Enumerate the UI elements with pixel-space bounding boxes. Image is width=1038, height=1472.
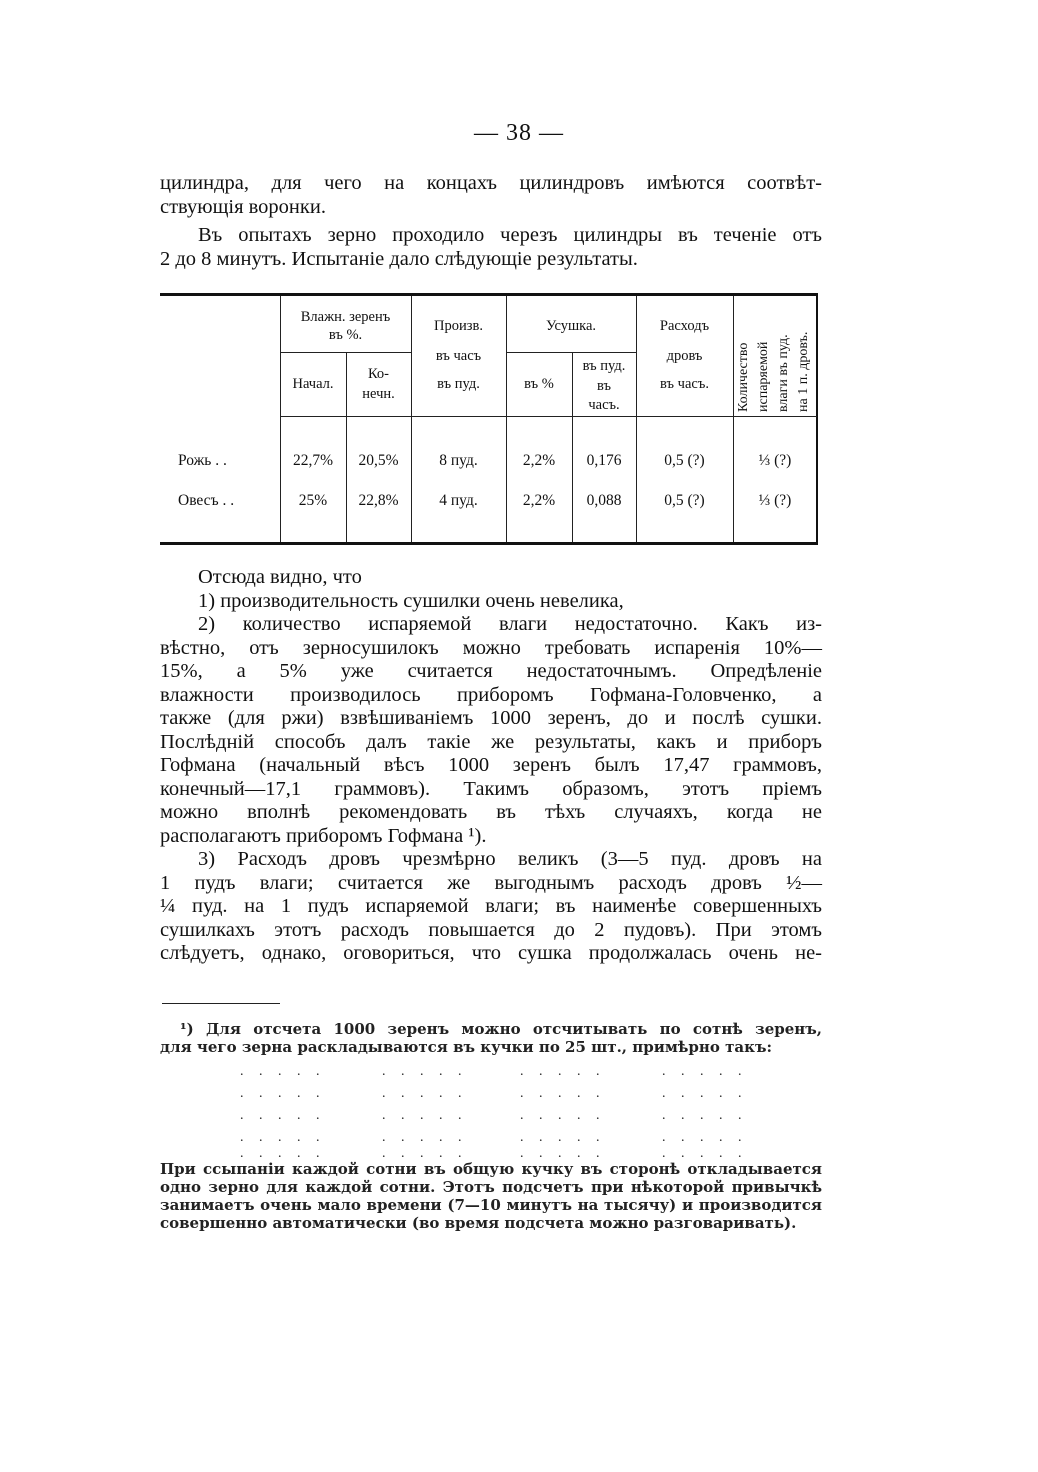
dot-row: . . . . .	[520, 1146, 606, 1161]
header-evaporation: Количество	[736, 342, 751, 412]
table-divider	[280, 416, 817, 417]
text-line: 2 до 8 минутъ. Испытаніе дало слѣдующіе результаты.	[160, 247, 638, 270]
text-line: цилиндра, для чего на концахъ цилиндровъ имѣются соотвѣт-	[160, 172, 822, 194]
header-shrink-pud: въ пуд.	[582, 358, 626, 374]
text-line: располагаютъ приборомъ Гофмана ¹).	[160, 824, 487, 847]
dot-row: . . . . .	[520, 1064, 606, 1079]
dot-row: . . . . .	[382, 1146, 468, 1161]
header-evaporation: на 1 п. дровъ.	[796, 331, 811, 412]
row-wood: 0,5 (?)	[664, 492, 705, 509]
intro-paragraph	[160, 172, 822, 219]
header-evaporation: влаги въ пуд.	[776, 334, 791, 412]
dot-row: . . . . .	[520, 1086, 606, 1101]
text-line: 3) Расходъ дровъ чрезмѣрно великъ (3—5 пуд. дровъ на	[198, 848, 822, 870]
dot-row: . . . . .	[382, 1064, 468, 1079]
dot-row: . . . . .	[520, 1130, 606, 1145]
table-bottom-rule	[160, 542, 817, 545]
row-end: 22,8%	[358, 492, 399, 509]
dot-row: . . . . .	[382, 1130, 468, 1145]
row-wood: 0,5 (?)	[664, 452, 705, 469]
conclusion-paragraph	[160, 566, 822, 966]
dot-row: . . . . .	[520, 1108, 606, 1123]
row-shrink-pud: 0,088	[586, 492, 622, 509]
footnote-line: При ссыпаніи каждой сотни въ общую кучку въ сторонѣ откладывается	[160, 1160, 822, 1178]
footnote-line: одно зерно для каждой сотни. Этотъ подсчетъ при нѣкоторой привычкѣ	[160, 1178, 822, 1196]
table-divider	[506, 352, 636, 353]
header-end: Ко-	[367, 366, 390, 382]
experiments-paragraph	[160, 224, 822, 271]
header-moisture-unit: въ %.	[328, 327, 363, 343]
dot-row: . . . . .	[240, 1130, 326, 1145]
dot-row: . . . . .	[240, 1146, 326, 1161]
header-shrink-pct: въ %	[524, 376, 554, 392]
dot-row: . . . . .	[662, 1130, 748, 1145]
footnote-outro	[160, 1160, 822, 1232]
dot-row: . . . . .	[240, 1064, 326, 1079]
row-shrink-pct: 2,2%	[522, 492, 556, 509]
text-line: вѣстно, отъ зерносушилокъ можно требовать испаренія 10%—	[160, 636, 822, 659]
row-productivity: 8 пуд.	[439, 452, 478, 469]
row-productivity: 4 пуд.	[439, 492, 478, 509]
dot-row: . . . . .	[662, 1146, 748, 1161]
text-line: 15%, а 5% уже считается недостаточнымъ. Опредѣленіе	[160, 660, 822, 682]
header-moisture: Влажн. зеренъ	[300, 309, 391, 325]
text-line: ¼ пуд. на 1 пудъ испаряемой влаги; въ наименѣе совершенныхъ	[160, 895, 822, 917]
dot-row: . . . . .	[662, 1108, 748, 1123]
dot-row: . . . . .	[240, 1108, 326, 1123]
header-start: Начал.	[292, 376, 334, 392]
header-evaporation: испаряемой	[756, 341, 771, 412]
header-wood: дровъ	[666, 348, 703, 364]
text-line: 2) количество испаряемой влаги недостаточно. Какъ из-	[198, 613, 822, 635]
row-evaporation: ⅓ (?)	[758, 492, 792, 509]
dot-row: . . . . .	[662, 1064, 748, 1079]
header-shrinkage: Усушка.	[545, 318, 597, 334]
page-number: — 38 —	[474, 120, 564, 146]
text-line: Послѣдній способъ далъ такіе же результаты, какъ и приборъ	[160, 730, 822, 753]
text-line: 1) производительность сушилки очень невелика,	[198, 589, 624, 612]
header-wood: въ часъ.	[660, 376, 709, 392]
row-evaporation: ⅓ (?)	[758, 452, 792, 469]
row-grain: Овесъ . .	[178, 492, 235, 509]
row-grain: Рожь . .	[178, 452, 227, 469]
text-line: влажности производилось приборомъ Гофмана-Головченко, а	[160, 683, 822, 706]
text-line: Въ опытахъ зерно проходило черезъ цилиндры въ теченіе отъ	[198, 224, 822, 246]
text-line: ствующія воронки.	[160, 195, 326, 218]
text-line: также (для ржи) взвѣшиваніемъ 1000 зеренъ, до и послѣ сушки.	[160, 707, 822, 729]
row-shrink-pct: 2,2%	[522, 452, 556, 469]
footnote-line: совершенно автоматически (во время подсчета можно разговаривать).	[160, 1214, 797, 1232]
row-start: 22,7%	[292, 452, 334, 469]
text-line: Гофмана (начальный вѣсъ 1000 зеренъ былъ 17,47 граммовъ,	[160, 754, 822, 776]
table-divider	[280, 352, 411, 353]
header-productivity: въ часъ	[435, 348, 482, 364]
text-line: сушилкахъ этотъ расходъ повышается до 2 пудовъ). При этомъ	[160, 918, 822, 941]
header-end: нечн.	[362, 386, 395, 402]
footnote-rule	[162, 1003, 280, 1004]
text-line: конечный—17,1 граммовъ). Такимъ образомъ, этотъ пріемъ	[160, 777, 822, 800]
footnote-line: занимаетъ очень мало времени (7—10 минутъ на тысячу) и производится	[160, 1196, 822, 1214]
row-shrink-pud: 0,176	[586, 452, 622, 469]
header-shrink-pud: въ	[597, 378, 611, 394]
text-line: слѣдуетъ, однако, оговориться, что сушка продолжалась очень не-	[160, 942, 822, 964]
footnote-intro	[160, 1020, 822, 1056]
table-top-rule	[160, 293, 817, 296]
row-start: 25%	[298, 492, 328, 509]
dot-row: . . . . .	[382, 1086, 468, 1101]
header-shrink-pud: часъ.	[588, 397, 620, 413]
header-wood: Расходъ	[659, 318, 710, 334]
footnote-line: ¹) Для отсчета 1000 зеренъ можно отсчитывать по сотнѣ зеренъ,	[180, 1020, 822, 1038]
text-line: можно вполнѣ рекомендовать въ тѣхъ случаяхъ, когда не	[160, 801, 822, 823]
header-productivity: Произв.	[434, 318, 483, 334]
text-line: 1 пудъ влаги; считается же выгоднымъ расходъ дровъ ½—	[160, 871, 822, 894]
text-line: Отсюда видно, что	[198, 566, 362, 588]
dot-row: . . . . .	[240, 1086, 326, 1101]
dot-row: . . . . .	[382, 1108, 468, 1123]
row-end: 20,5%	[358, 452, 399, 469]
header-productivity: въ пуд.	[437, 376, 480, 392]
footnote-line: для чего зерна раскладываются въ кучки по 25 шт., примѣрно такъ:	[160, 1038, 772, 1056]
dot-row: . . . . .	[662, 1086, 748, 1101]
